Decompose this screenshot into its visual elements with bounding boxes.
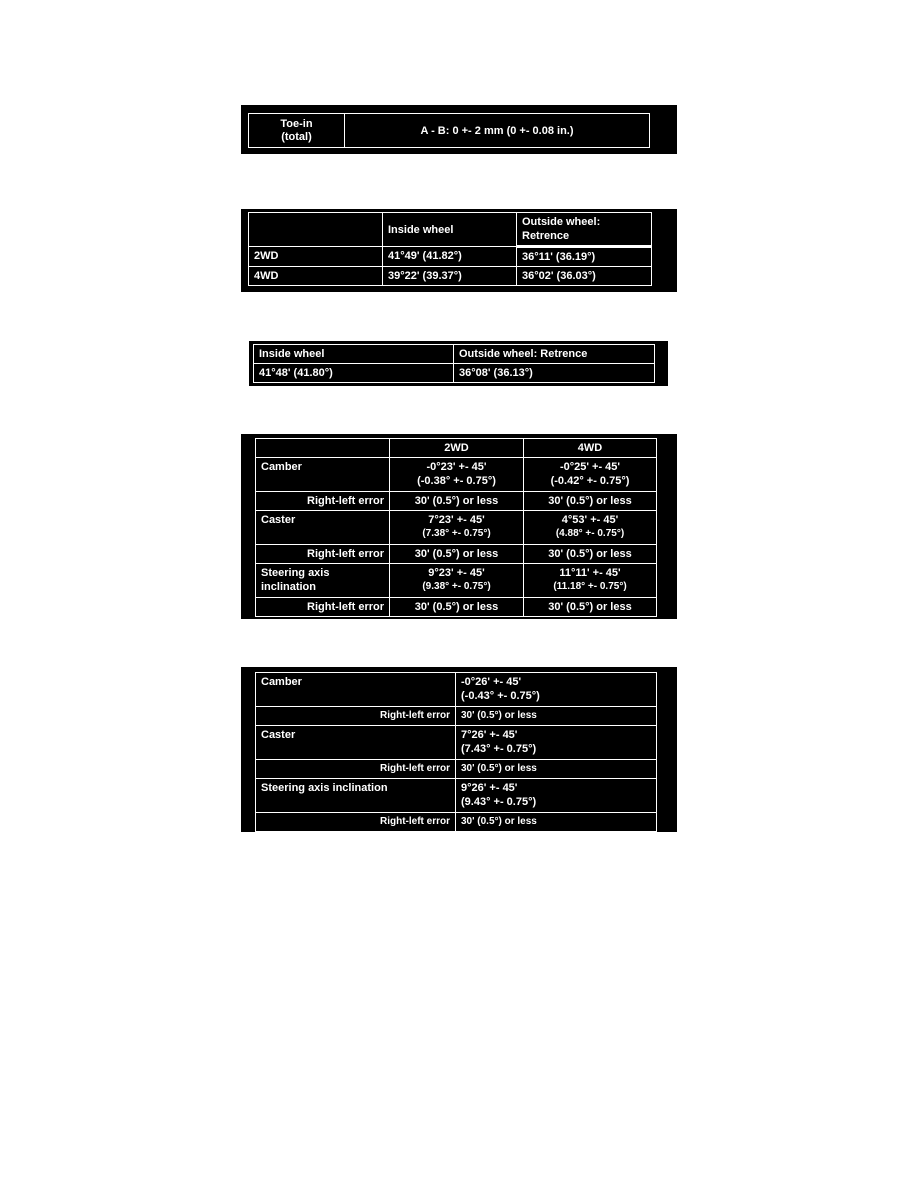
alignment-single-table xyxy=(255,672,657,832)
value-line: (-0.43° +- 0.75°) xyxy=(461,690,540,702)
value-line: (7.38° +- 0.75°) xyxy=(422,528,491,539)
row-label-right-left-error: Right-left error xyxy=(256,545,390,564)
row-label-right-left-error: Right-left error xyxy=(256,760,456,779)
cell-sai xyxy=(456,779,657,813)
value-line: -0°23' +- 45' xyxy=(426,461,487,473)
cell-rle: 30' (0.5°) or less xyxy=(456,813,657,832)
row-label-camber: Camber xyxy=(256,673,456,707)
table-header-row xyxy=(254,345,655,364)
toe-in-label-line2: (total) xyxy=(281,130,312,143)
toe-in-value: A - B: 0 +- 2 mm (0 +- 0.08 in.) xyxy=(345,114,650,148)
steering-angle-single-table xyxy=(253,344,655,383)
header-4wd: 4WD xyxy=(524,439,657,458)
header-empty xyxy=(249,213,383,247)
cell-caster-4wd xyxy=(524,511,657,545)
table-row xyxy=(256,726,657,760)
table-header-row xyxy=(249,213,652,247)
header-inside-wheel: Inside wheel xyxy=(383,213,517,247)
cell-rle: 30' (0.5°) or less xyxy=(456,760,657,779)
cell-rle-4wd: 30' (0.5°) or less xyxy=(524,545,657,564)
table-row xyxy=(256,598,657,617)
value-line: -0°25' +- 45' xyxy=(559,461,621,473)
header-inside-wheel: Inside wheel xyxy=(254,345,454,364)
value-line: (11.18° +- 0.75°) xyxy=(553,581,627,592)
row-label-right-left-error: Right-left error xyxy=(256,598,390,617)
value-line: 9°23' +- 45' xyxy=(428,567,485,579)
value-line: (-0.42° +- 0.75°) xyxy=(550,475,630,487)
cell-rle-2wd: 30' (0.5°) or less xyxy=(390,545,524,564)
row-label-4wd: 4WD xyxy=(249,267,383,286)
table-header-row xyxy=(256,439,657,458)
steering-angle-drive-table xyxy=(248,212,652,286)
value-line: 4°53' +- 45' xyxy=(561,514,619,526)
header-empty xyxy=(256,439,390,458)
cell-4wd-inside: 39°22' (39.37°) xyxy=(383,267,517,286)
value-line: (9.38° +- 0.75°) xyxy=(422,581,491,592)
value-line: 7°23' +- 45' xyxy=(428,514,485,526)
table-row xyxy=(256,564,657,598)
toe-in-label xyxy=(249,114,345,148)
cell-rle-4wd: 30' (0.5°) or less xyxy=(524,598,657,617)
cell-caster-2wd xyxy=(390,511,524,545)
table-row xyxy=(256,760,657,779)
cell-sai-2wd xyxy=(390,564,524,598)
value-line: (7.43° +- 0.75°) xyxy=(461,743,537,755)
table-row xyxy=(256,813,657,832)
cell-2wd-inside: 41°49' (41.82°) xyxy=(383,247,517,267)
header-outside-wheel: Outside wheel: Retrence xyxy=(454,345,655,364)
table-row xyxy=(249,114,650,148)
row-label-steering-axis-inclination: Steering axis inclination xyxy=(256,779,456,813)
value-line: 11°11' +- 45' xyxy=(559,567,621,579)
cell-rle-4wd: 30' (0.5°) or less xyxy=(524,492,657,511)
value-line: (4.88° +- 0.75°) xyxy=(555,528,625,539)
table-row xyxy=(256,545,657,564)
table-row xyxy=(256,492,657,511)
table-row xyxy=(256,673,657,707)
cell-caster xyxy=(456,726,657,760)
toe-in-label-line1: Toe-in xyxy=(280,117,313,130)
row-label-2wd: 2WD xyxy=(249,247,383,267)
table-row xyxy=(254,364,655,383)
row-label-steering-axis-inclination: Steering axis inclination xyxy=(256,564,390,598)
value-line: -0°26' +- 45' xyxy=(461,676,522,688)
row-label-caster: Caster xyxy=(256,511,390,545)
cell-rle-2wd: 30' (0.5°) or less xyxy=(390,598,524,617)
row-label-caster: Caster xyxy=(256,726,456,760)
table-row xyxy=(256,511,657,545)
row-label-right-left-error: Right-left error xyxy=(256,492,390,511)
table-row xyxy=(249,247,652,267)
cell-camber xyxy=(456,673,657,707)
cell-camber-2wd xyxy=(390,458,524,492)
row-label-right-left-error: Right-left error xyxy=(256,707,456,726)
cell-rle-2wd: 30' (0.5°) or less xyxy=(390,492,524,511)
table-row xyxy=(256,458,657,492)
cell-inside: 41°48' (41.80°) xyxy=(254,364,454,383)
cell-4wd-outside: 36°02' (36.03°) xyxy=(517,267,652,286)
cell-sai-4wd xyxy=(524,564,657,598)
header-outside-wheel: Outside wheel: Retrence xyxy=(517,213,652,247)
table-row xyxy=(256,707,657,726)
cell-2wd-outside: 36°11' (36.19°) xyxy=(517,247,652,267)
value-line: 7°26' +- 45' xyxy=(461,729,518,741)
cell-rle: 30' (0.5°) or less xyxy=(456,707,657,726)
table-row xyxy=(249,267,652,286)
toe-in-table xyxy=(248,113,650,148)
table-row xyxy=(256,779,657,813)
value-line: (9.43° +- 0.75°) xyxy=(461,796,537,808)
alignment-drive-table xyxy=(255,438,657,617)
value-line: 9°26' +- 45' xyxy=(461,782,518,794)
value-line: (-0.38° +- 0.75°) xyxy=(417,475,496,487)
cell-camber-4wd xyxy=(524,458,657,492)
row-label-right-left-error: Right-left error xyxy=(256,813,456,832)
cell-outside: 36°08' (36.13°) xyxy=(454,364,655,383)
header-2wd: 2WD xyxy=(390,439,524,458)
row-label-camber: Camber xyxy=(256,458,390,492)
